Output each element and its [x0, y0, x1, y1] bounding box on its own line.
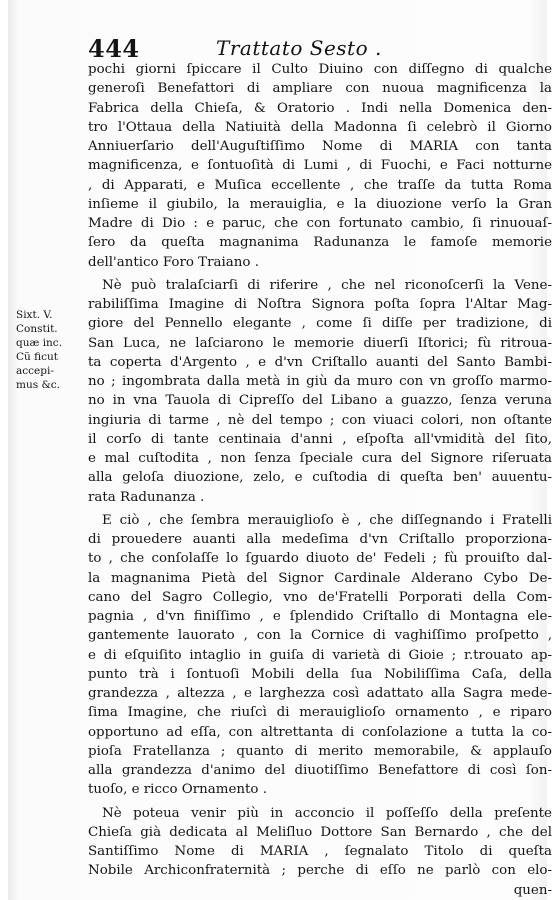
text-line: E ciò , che ſembra merauiglioſo è , che diſſegnando i Fratelli	[102, 512, 552, 528]
text-line: tuoſo, e ricco Ornamento .	[88, 782, 267, 798]
paragraph-2	[88, 276, 552, 507]
text-line: la magnanima Pietà del Signor Cardinale Alderano Cybo De-	[88, 570, 552, 586]
text-line: Santiſſimo Nome di MARIA , ſegnalato Titolo di queſta	[88, 844, 552, 859]
text-line: tro l'Ottaua della Natiuità della Madonna ſi celebrò il Giorno	[88, 119, 552, 135]
text-line: Nobile Archiconfraternità ; perche di eſſo ne parlò con elo-	[88, 863, 552, 879]
text-line: giore del Pennello elegante , come ſi diſſe per tradizione, di	[88, 316, 552, 332]
text-line: pochi giorni ſpiccare il Culto Diuino con diſſegno di qualche	[88, 62, 552, 77]
book-page	[8, 0, 552, 900]
text-line: cano del Sagro Collegio, vno de'Fratelli Porporati della Com-	[88, 589, 552, 605]
marginal-note-line: accepi-	[16, 365, 54, 377]
text-line: e mal cuſtodita , non ſenza ſpeciale cura del Signore riſeruata	[88, 451, 552, 466]
text-line: magnificenza, e ſontuoſità di Lumi , di Fuochi, e Faci notturne	[88, 158, 552, 174]
text-line: ingiuria di tarme , nè del tempo ; con viuaci colori, non oſtante	[88, 412, 552, 428]
running-title: Trattato Sesto .	[216, 36, 382, 60]
marginal-note-line: Sixt. V.	[16, 309, 53, 321]
marginal-note	[16, 308, 78, 392]
text-line: no in vna Tauola di Cipreſſo del Libano a guazzo, ſenza veruna	[88, 393, 552, 409]
text-line: Anniuerſario dell'Auguſtiſſimo Nome di MARIA con tanta	[88, 139, 552, 154]
catchword: quen-	[513, 882, 552, 898]
paragraph-4	[88, 804, 552, 881]
text-line: alla grandezza d'animo del diuotiſſimo Benefattore di così ſon-	[88, 763, 552, 778]
text-line: opportuno ad eſſa, con altrettanta di conſolazione a tutta la co-	[88, 724, 552, 740]
text-line: San Luca, ne laſciarono le memorie diuerſi Iſtorici; fù ritroua-	[88, 335, 552, 351]
text-line: il corſo di tante centinaia d'anni , eſpoſta all'vmidità del ſito,	[88, 431, 552, 447]
text-line: ta coperta d'Argento , e d'vn Criſtallo auanti del Santo Bambi-	[88, 354, 552, 370]
marginal-note-line: mus &c.	[16, 379, 61, 391]
text-line: ſima Imagine, che riuſcì di merauiglioſo ornamento , e riparo	[88, 705, 552, 721]
text-line: Fabrica della Chieſa, & Oratorio . Indi nella Domenica den-	[88, 100, 552, 116]
text-line: dell'antico Foro Traiano .	[88, 254, 259, 270]
text-line: , di Apparati, e Muſica eccellente , che traſſe da tutta Roma	[88, 177, 552, 193]
text-line: punto trà i ſontuoſi Mobili della ſua Nobiliſſima Caſa, della	[88, 666, 552, 682]
text-line: gantemente lauorato , con la Cornice di vaghiſſimo proſpetto ,	[88, 628, 552, 644]
text-line: no ; ingombrata dalla metà in giù da muro con vn groſſo marmo-	[88, 374, 552, 389]
text-line: Chieſa già dedicata al Meliſluo Dottore San Bernardo , che del	[88, 824, 552, 840]
text-line: pagnia , d'vn finiſſimo , e ſplendido Criſtallo di Montagna ele-	[88, 609, 552, 624]
paragraph-3	[88, 511, 552, 800]
text-line: grandezza , altezza , e larghezza così adattato alla Sagra mede-	[88, 686, 552, 701]
text-line: pioſa Fratellanza ; quanto di merito memorabile, & applauſo	[88, 743, 552, 759]
text-line: rata Radunanza .	[88, 489, 205, 505]
text-line: alla geloſa diuozione, zelo, e cuſtodia di queſta ben' auuentu-	[88, 470, 552, 486]
text-line: di prouedere auanti alla medeſima d'vn Criſtallo proporziona-	[88, 532, 552, 547]
text-line: to , che conſolaſſe lo ſguardo diuoto de' Fedeli ; fù prouiſto dal-	[88, 551, 552, 567]
marginal-note-line: Cũ ficut	[16, 351, 58, 363]
text-line: ſero da queſta magnanima Radunanza le famoſe memorie	[88, 235, 552, 251]
paragraph-1	[88, 60, 552, 272]
text-line: e di eſquiſito intaglio in guiſa di varietà di Gioie ; r.trouato ap-	[88, 647, 552, 663]
text-line: Madre di Dio : e paruc, che con fortunato cambio, ſi rinuouaſ-	[88, 216, 552, 231]
body-text	[88, 60, 552, 900]
text-line: Nè può tralaſciarſi di riferire , che nel riconoſcerſi la Vene-	[102, 277, 552, 293]
text-line: Nè poteua venir più in acconcio il poſſeſſo della preſente	[102, 805, 552, 821]
text-line: inſieme il giubilo, la merauiglia, e la diuozione verſo la Gran	[88, 196, 552, 212]
text-line: rabiliſſima Imagine di Noſtra Signora poſta ſopra l'Altar Mag-	[88, 297, 552, 312]
marginal-note-line: quæ inc.	[16, 337, 63, 349]
text-line: generoſi Benefattori di ampliare con nuoua magnificenza la	[88, 81, 552, 97]
marginal-note-line: Constit.	[16, 323, 58, 335]
page-number: 444	[88, 34, 140, 63]
